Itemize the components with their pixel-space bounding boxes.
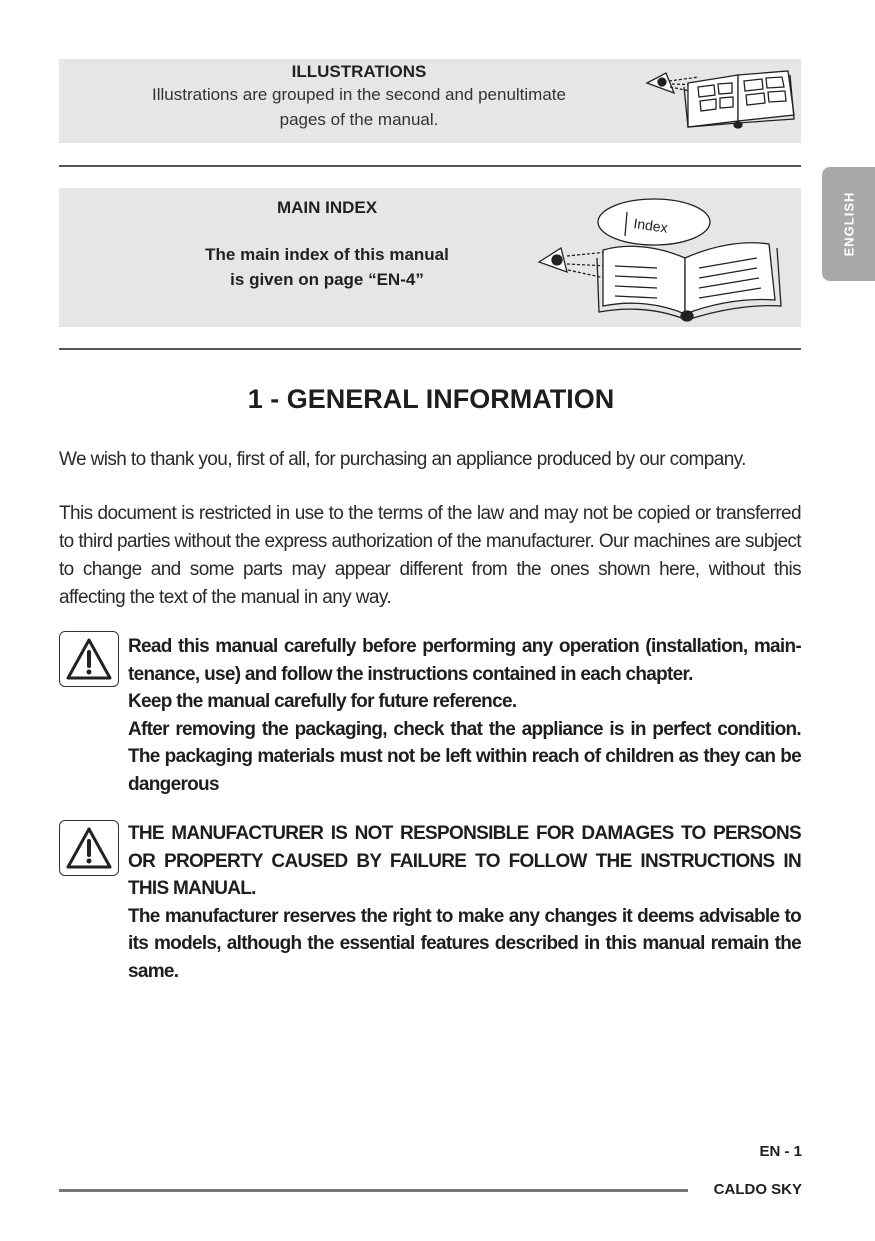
main-index-box — [59, 188, 801, 327]
warning-1-line: Keep the manual carefully for future reference. — [128, 691, 517, 712]
warning-text-2 — [128, 820, 801, 985]
warning-1-line: Read this manual carefully before performing any operation (installation, main-tenance, use) and follow the instructions contained in each chapter. — [128, 636, 801, 685]
illustrations-line-2: pages of the manual. — [279, 110, 439, 129]
illustrations-box — [59, 59, 801, 143]
main-index-line-1: The main index of this manual — [205, 245, 449, 264]
warning-icon-1 — [59, 631, 119, 687]
warning-1-line: After removing the packaging, check that the appliance is in perfect condition. The packaging materials must not be left within reach of children as they can be dangerous — [128, 718, 801, 795]
footer-rule — [59, 1189, 688, 1192]
warning-text-1 — [128, 633, 801, 798]
illustrations-line-1: Illustrations are grouped in the second and penultimate — [152, 85, 566, 104]
divider — [59, 165, 801, 167]
index-bubble-label: Index — [632, 215, 669, 236]
illustrations-title: ILLUSTRATIONS — [291, 62, 427, 81]
footer-brand: CALDO SKY — [713, 1181, 802, 1198]
open-book-icon — [644, 65, 799, 133]
main-index-line-2: is given on page “EN-4” — [230, 270, 424, 289]
warning-2-line: The manufacturer reserves the right to make any changes it deems advisable to its models, although the essential features described in this manual remain the same. — [128, 905, 801, 982]
warning-triangle-icon — [60, 821, 118, 875]
warning-icon-2 — [59, 820, 119, 876]
warning-2-line: THE MANUFACTURER IS NOT RESPONSIBLE FOR DAMAGES TO PERSONS OR PROPERTY CAUSED BY FAILURE TO FOLLOW THE INSTRUCTIONS IN THIS MANUAL. — [128, 823, 801, 899]
restriction-paragraph: This document is restricted in use to the terms of the law and may not be copied or transferred to third parties without the express authorization of the manufacturer. Our machines are subject to change and some parts may appear different from the ones shown here, without this affecting the text of the manual in any way. — [59, 503, 801, 608]
intro-paragraph: We wish to thank you, first of all, for purchasing an appliance produced by our company. — [59, 449, 746, 470]
language-tab — [822, 167, 875, 281]
page-number: EN - 1 — [759, 1143, 802, 1160]
language-tab-label: ENGLISH — [841, 191, 856, 257]
divider — [59, 348, 801, 350]
main-index-title: MAIN INDEX — [276, 198, 378, 217]
warning-triangle-icon — [60, 632, 118, 686]
section-title: 1 - GENERAL INFORMATION — [247, 384, 615, 414]
book-index-icon — [537, 192, 797, 324]
